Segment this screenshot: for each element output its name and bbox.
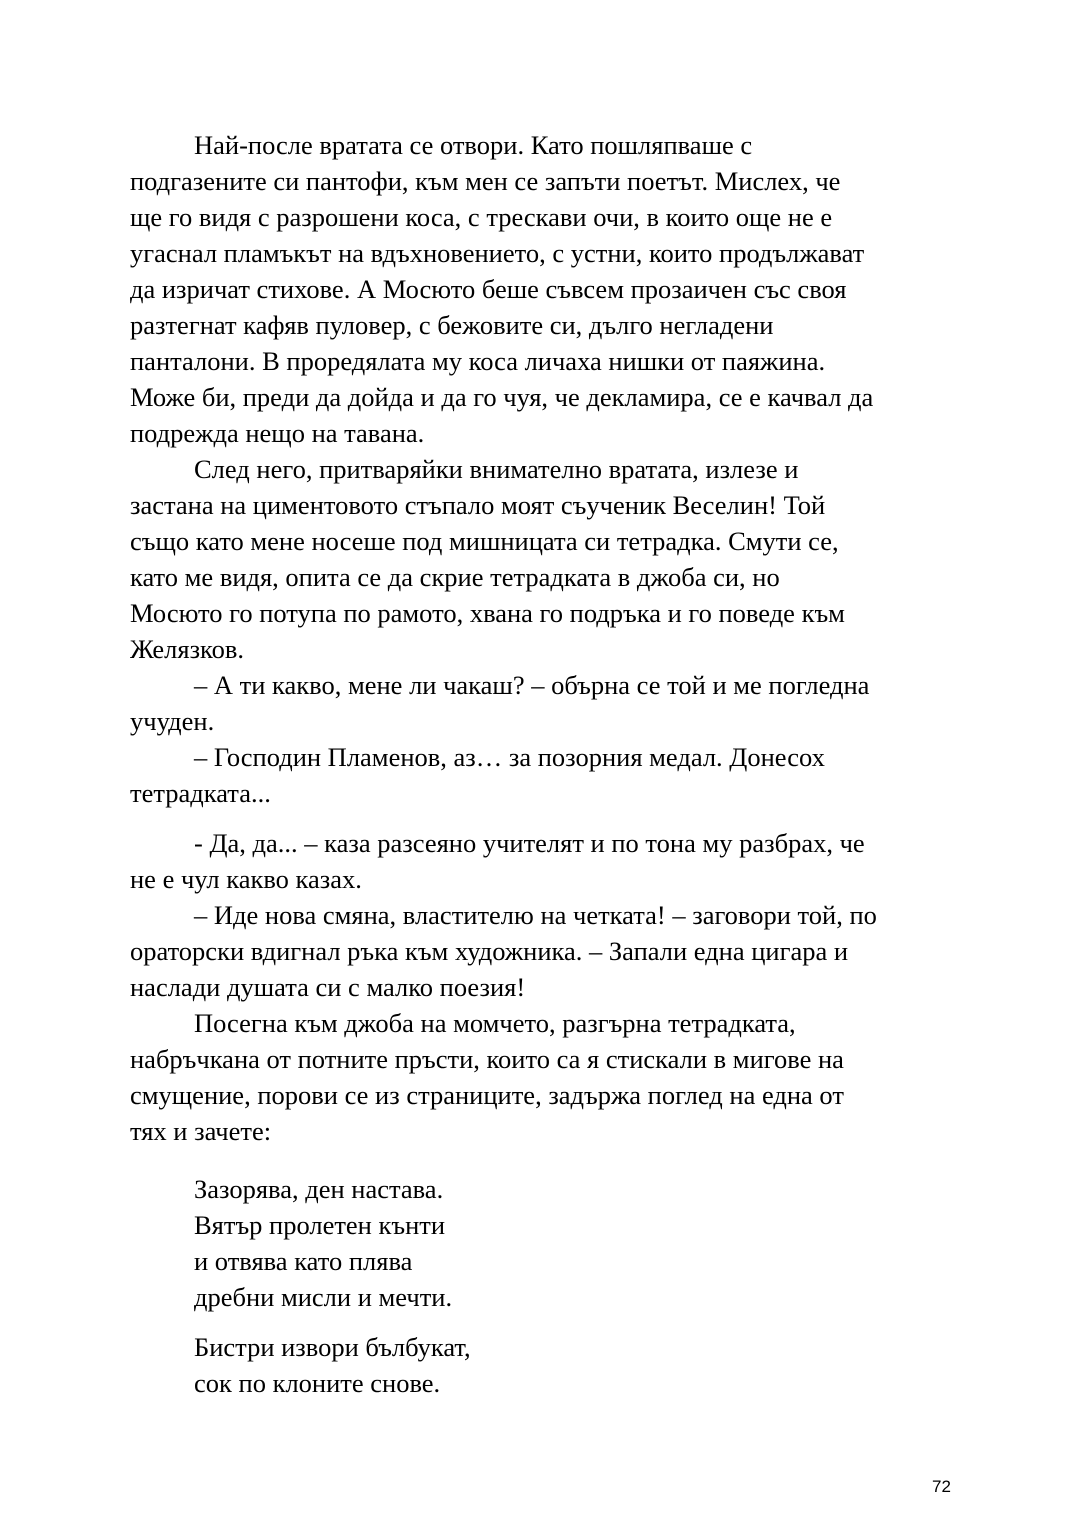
text-line: подрежда нещо на тавана. — [130, 418, 425, 448]
paragraph-3 — [130, 667, 960, 739]
text-line: След него, притваряйки внимателно вратата, излезе и — [194, 454, 799, 484]
paragraph-4 — [130, 739, 960, 811]
poem-line: Бистри извори бълбукат, — [194, 1332, 471, 1362]
text-line: смущение, порови се из страниците, задържа поглед на една от — [130, 1080, 844, 1110]
text-line: разтегнат кафяв пуловер, с бежовите си, дълго негладени — [130, 310, 774, 340]
text-line: – Иде нова смяна, властителю на четката! – заговори той, по — [194, 900, 877, 930]
text-line: – Господин Пламенов, аз… за позорния медал. Донесох — [194, 742, 825, 772]
text-line: учуден. — [130, 706, 215, 736]
text-line: ораторски вдигнал ръка към художника. – Запали една цигара и — [130, 936, 849, 966]
text-line: панталони. В прoредялата му коса личаха нишки от паяжина. — [130, 346, 826, 376]
text-line: не е чул какво казах. — [130, 864, 362, 894]
text-line: ще го видя с разрошени коса, с трескави очи, в които още не е — [130, 202, 833, 232]
poem-stanza-1 — [194, 1171, 960, 1315]
text-line: угаснал пламъкът на вдъхновението, с устни, които продължават — [130, 238, 865, 268]
poem-line: Зазорява, ден настава. — [194, 1174, 444, 1204]
text-line: – А ти какво, мене ли чакаш? – обърна се той и ме погледна — [194, 670, 870, 700]
text-line: Може би, преди да дойда и да го чуя, че декламира, се е качвал да — [130, 382, 874, 412]
poem-stanza-2 — [194, 1329, 960, 1401]
paragraph-1 — [130, 127, 960, 451]
text-line: Мосюто го потупа по рамото, хвана го подръка и го поведе към — [130, 598, 845, 628]
text-line: тях и зачете: — [130, 1116, 272, 1146]
paragraph-6 — [130, 897, 960, 1005]
text-line: Посегна към джоба на момчето, разгърна тетрадката, — [194, 1008, 796, 1038]
paragraph-5 — [130, 825, 960, 897]
page-number: 72 — [932, 1477, 951, 1496]
text-line: застана на циментовото стъпало моят съученик Веселин! Той — [130, 490, 826, 520]
poem-line: Вятър пролетен кънти — [194, 1210, 446, 1240]
paragraph-2 — [130, 451, 960, 667]
text-line: Желязков. — [130, 634, 244, 664]
text-line: като ме видя, опита се да скрие тетрадката в джоба си, но — [130, 562, 780, 592]
poem — [194, 1171, 960, 1401]
text-line: набръчкана от потните пръсти, които са я стискали в мигове на — [130, 1044, 844, 1074]
text-line: тетрадката... — [130, 778, 271, 808]
paragraph-7 — [130, 1005, 960, 1149]
text-line: Най-после вратата се отвори. Като пошляпваше с — [194, 130, 753, 160]
poem-line: и отвява като плява — [194, 1246, 413, 1276]
poem-line: дребни мисли и мечти. — [194, 1282, 453, 1312]
text-line: наслади душата си с малко поезия! — [130, 972, 526, 1002]
text-line: също като мене носеше под мишницата си тетрадка. Смути се, — [130, 526, 839, 556]
text-line: подгазените си пантофи, към мен се запъти поетът. Мислех, че — [130, 166, 841, 196]
text-line: да изричат стихове. А Мосюто беше съвсем прозаичен със своя — [130, 274, 847, 304]
document-page — [130, 127, 960, 1401]
poem-line: сок по клоните снове. — [194, 1368, 441, 1398]
text-line: - Да, да... – каза разсеяно учителят и по тона му разбрах, че — [194, 828, 865, 858]
